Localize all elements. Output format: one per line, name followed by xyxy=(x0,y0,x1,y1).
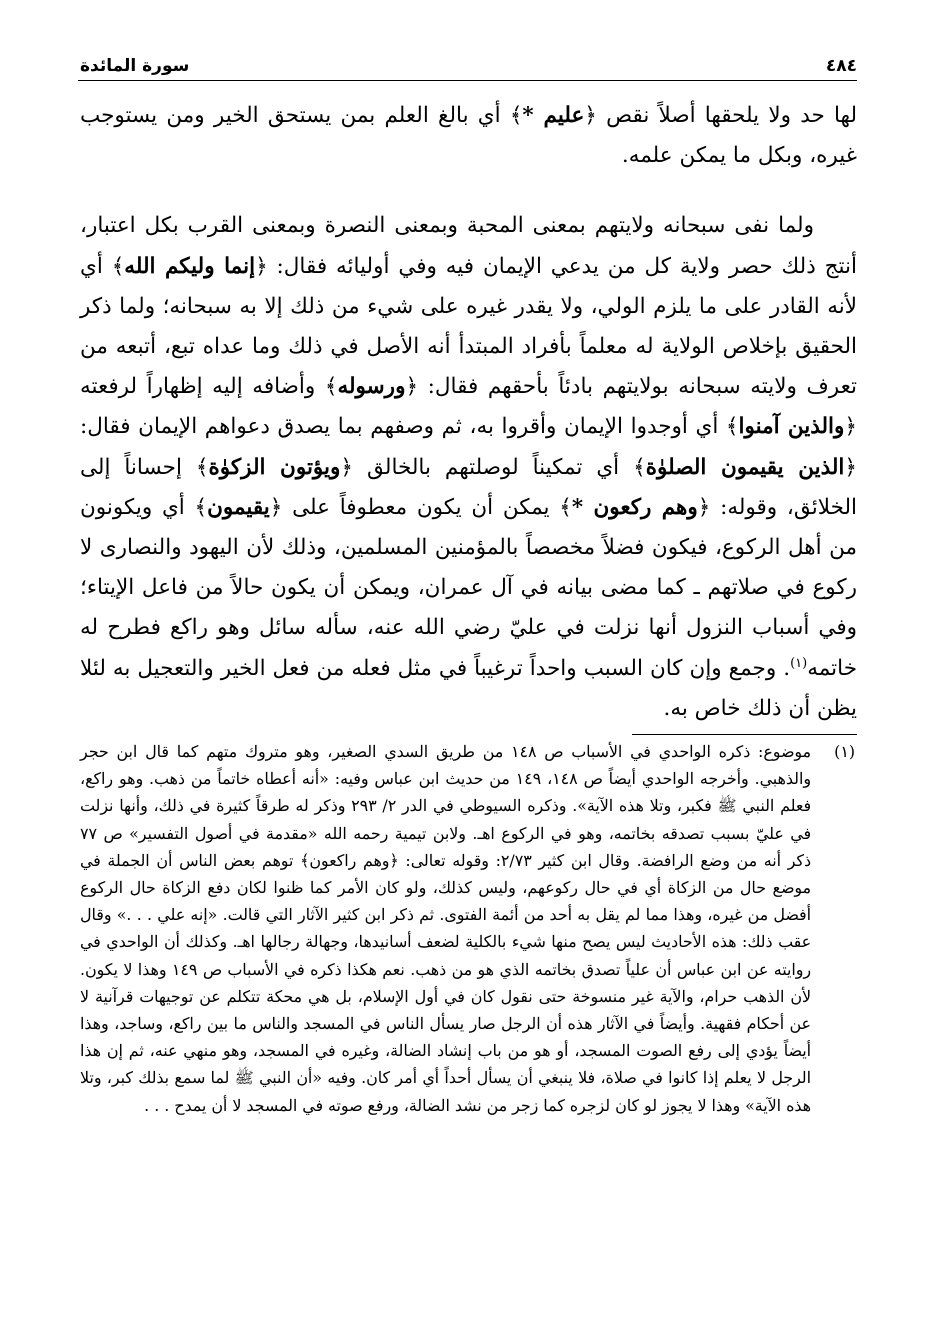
text-run: أي ويكونون من أهل الركوع، فيكون فضلاً مخصصاً بالمؤمنين المسلمين، وذلك لأن اليهود والنصارى لا ركوع في صلاتهم ـ كما مضى بيانه في آل عمران، ويمكن أن يكون حالاً من فاعل الإيتاء؛ وفي أسباب النزول أنها نزلت في عليّ رضي الله عنه، سأله سائل وهو راكع فطرح له خاتمه xyxy=(80,494,857,681)
quran-bracket-open: ﴿ xyxy=(269,494,283,520)
text-run: أي تمكيناً لوصلتهم بالخالق xyxy=(353,454,634,480)
main-text xyxy=(80,96,857,729)
page-number: ٤٨٤ xyxy=(825,56,857,76)
header-divider xyxy=(78,80,857,81)
sura-title: سورة المائدة xyxy=(80,56,190,76)
paragraph-2 xyxy=(80,206,857,729)
quran-bracket-close: ﴾ xyxy=(111,253,125,279)
footnote-marker[interactable]: (١) xyxy=(790,655,808,671)
footnote xyxy=(80,738,855,1119)
quran-bracket-close: ﴾ xyxy=(559,494,572,520)
quran-bracket-close: ﴾ xyxy=(195,454,209,480)
quran-bracket-close: ﴾ xyxy=(324,374,338,400)
quran-quote: ويؤتون الزكوٰة xyxy=(208,454,341,480)
quran-quote: إنما وليكم الله xyxy=(124,253,256,279)
paragraph-1 xyxy=(80,96,857,176)
text-run: . وجمع وإن كان السبب واحداً ترغيباً في مثل فعله من فعل الخير والتعجيل به لئلا يظن أن ذلك خاص به. xyxy=(80,655,857,721)
footnote-divider xyxy=(632,734,857,735)
text-run: وأضافه إليه إظهاراً لرفعته xyxy=(80,374,325,400)
quran-bracket-open: ﴿ xyxy=(340,454,354,480)
quran-bracket-open: ﴿ xyxy=(697,494,711,520)
quran-bracket-close: ﴾ xyxy=(509,103,523,128)
footnote-number: (١) xyxy=(834,742,855,761)
quran-bracket-open: ﴿ xyxy=(844,454,857,480)
quran-bracket-close: ﴾ xyxy=(194,494,208,520)
quran-quote: الذين يقيمون الصلوٰة xyxy=(645,454,845,480)
text-run: إحساناً إلى الخلائق، وقوله: xyxy=(80,454,857,520)
text-run: أي بالغ العلم بمن يستحق الخير ومن يستوجب غيره، وبكل ما يمكن علمه. xyxy=(80,103,857,169)
quran-quote: يقيمون xyxy=(207,494,270,520)
text-run: لها حد ولا يلحقها أصلاً نقص xyxy=(596,103,857,128)
quran-quote: ورسوله xyxy=(337,374,406,400)
quran-bracket-close: ﴾ xyxy=(725,414,739,440)
text-run: أي لأنه القادر على ما يلزم الولي، ولا يقدر غيره على شيء من ذلك إلا به سبحانه؛ ولما ذكر الحقيق بإخلاص الولاية له معلماً بأفراد المبتدأ أنه الأصل في ذلك وما عداه تبع، أتبعه من تعرف ولايته سبحانه بولايتهم بادئاً بأحقهم فقال: xyxy=(80,253,857,400)
quran-bracket-open: ﴿ xyxy=(405,374,419,400)
quran-bracket-open: ﴿ xyxy=(844,414,857,440)
text-run: ولما نفى سبحانه ولايتهم بمعنى المحبة وبمعنى النصرة وبمعنى القرب بكل اعتبار، أنتج ذلك حصر ولاية كل من يدعي الإيمان فيه وفي أوليائه فقال: xyxy=(80,213,857,279)
quran-quote: عليم * xyxy=(522,103,585,128)
quran-bracket-open: ﴿ xyxy=(584,103,597,128)
quran-bracket-close: ﴾ xyxy=(633,454,646,480)
text-run: يمكن أن يكون معطوفاً على xyxy=(282,494,560,520)
quran-quote: وهم ركعون * xyxy=(571,494,698,520)
quran-quote: والذين آمنوا xyxy=(738,414,845,440)
quran-bracket-open: ﴿ xyxy=(255,253,268,279)
text-run: أي أوجدوا الإيمان وأقروا به، ثم وصفهم بما يصدق دعواهم الإيمان فقال: xyxy=(80,414,726,440)
page-header xyxy=(80,52,857,80)
footnote-text: موضوع: ذكره الواحدي في الأسباب ص ١٤٨ من طريق السدي الصغير، وهو متروك متهم كما قال ابن حجر والذهبي. وأخرجه الواحدي أيضاً ص ١٤٨، ١٤٩ من حديث ابن عباس وفيه: «أنه أعطاه خاتماً من ذهب. وهو راكع، فعلم النبي ﷺ فكبر، وتلا هذه الآية». وذكره السيوطي في الدر ٢/ ٢٩٣ وذكر له طرقاً كثيرة في ذلك، وأنها نزلت في عليّ بسبب تصدقه بخاتمه، وهو في الركوع اهـ. ولابن تيمية رحمه الله «مقدمة في أصول التفسير» ص ٧٧ ذكر أنه من وضع الرافضة. وقال ابن كثير ٢/٧٣: وقوله تعالى: ﴿وهم راكعون﴾ توهم بعض الناس أن الجملة في موضع حال من الزكاة أي في حال ركوعهم، وليس كذلك، ولو كان الأمر كما ظنوا لكان دفع الزكاة حال الركوع أفضل من غيره، وهذا مما لم يقل به أحد من أئمة الفتوى. ثم ذكر ابن كثير الآثار التي قالت. «إنه علي . . .» وقال عقب ذلك: هذه الأحاديث ليس يصح منها شيء بالكلية لضعف أسانيدها، وجهالة رجالها اهـ. وكذلك أن الواحدي في روايته عن ابن عباس أن علياً تصدق بخاتمه الذي هو من ذهب. نعم هكذا ذكره في الأسباب ص ١٤٩ وهذا لا يكون. لأن الذهب حرام، والآية غير منسوخة حتى نقول كان في أول الإسلام، بل هي محكة تتكلم عن توجيهات قرآنية لا عن أحكام فقهية. وأيضاً في الآثار هذه أن الرجل صار يسأل الناس في المسجد والناس ما بين راكع، وساجد، وهذا أيضاً يؤدي إلى رفع الصوت المسجد، أو هو من باب إنشاد الضالة، وغيره في المسجد، وهو منهي عنه، ثم إن هذا الرجل لا يعلم إذا كانوا في صلاة، فلا ينبغي أن يسأل أحداً أي أمر كان. وفيه «أن النبي ﷺ لما سمع بذلك كبر، وتلا هذه الآية» وهذا لا يجوز لو كان لزجره كما زجر من نشد الضالة، ورفع صوته في المسجد لا أن يمدح . . . xyxy=(80,742,812,1115)
